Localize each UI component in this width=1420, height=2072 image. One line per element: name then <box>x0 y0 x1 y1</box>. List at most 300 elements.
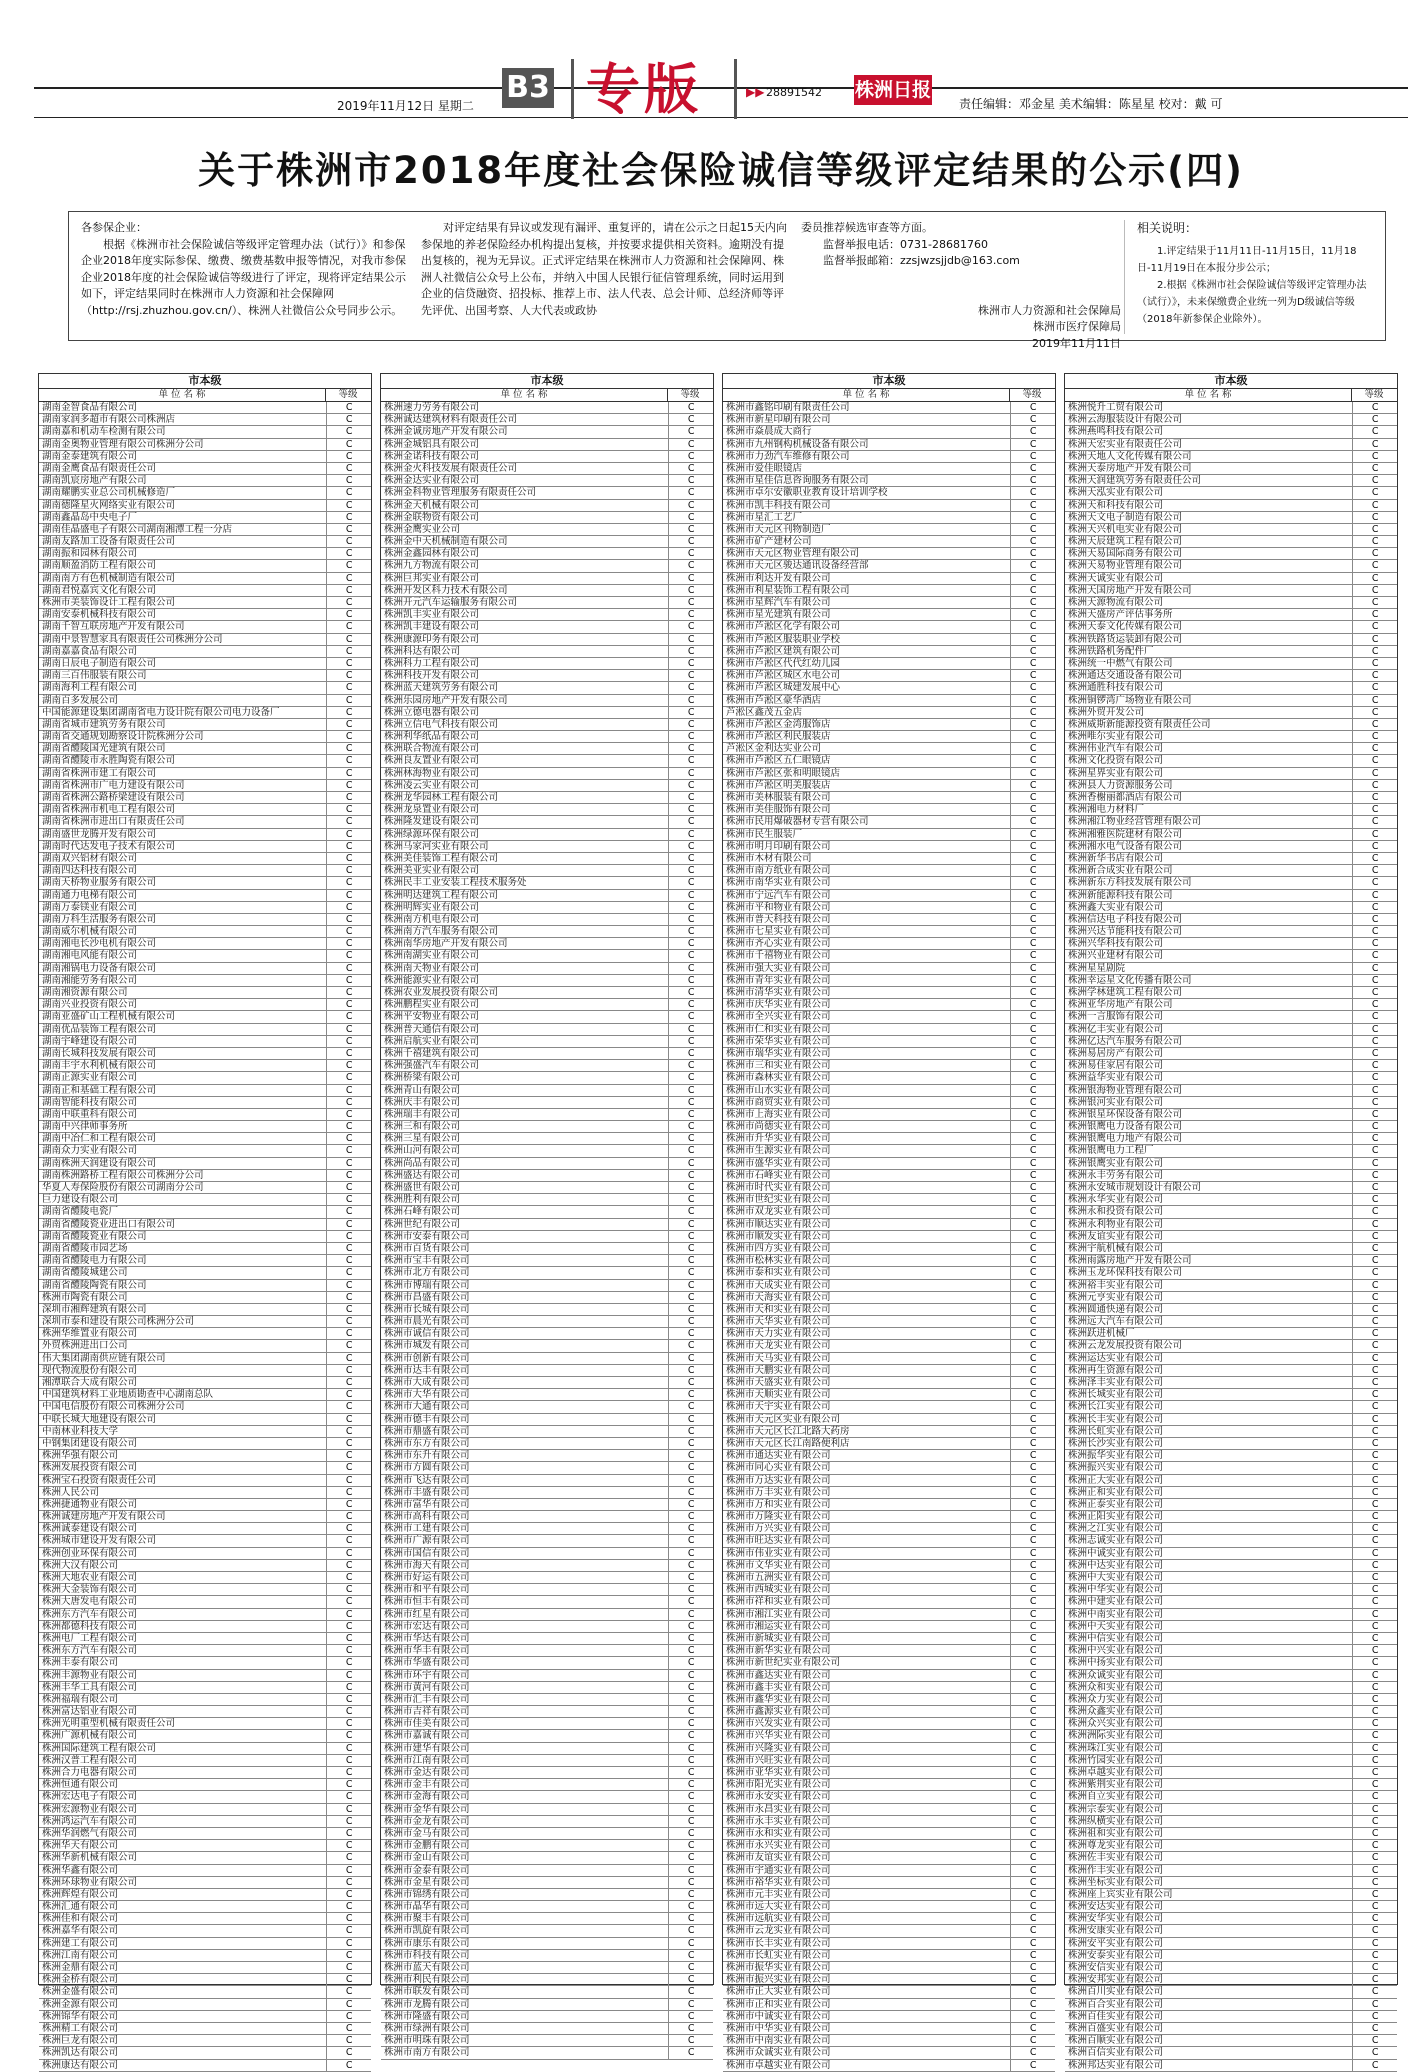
credit-grade: C <box>1029 1364 1037 1376</box>
table-row <box>1065 1633 1397 1645</box>
company-name: 株洲市天海实业有限公司 <box>723 1292 1011 1303</box>
table-row <box>1065 1755 1397 1767</box>
table-row <box>39 548 371 560</box>
table-row <box>39 2060 371 2072</box>
company-name: 株洲市金星有限公司 <box>381 1877 669 1888</box>
table-row <box>381 1292 713 1304</box>
company-name: 深圳市湘辉建筑有限公司 <box>39 1304 327 1315</box>
table-row <box>39 1548 371 1560</box>
company-name: 株洲正和实业有限公司 <box>1065 1487 1353 1498</box>
company-name: 中钢集团建设有限公司 <box>39 1438 327 1449</box>
company-name: 株洲银鹰实业有限公司 <box>1065 1158 1353 1169</box>
company-name: 株洲美佳装饰工程有限公司 <box>381 853 669 864</box>
credit-grade: C <box>687 1962 695 1973</box>
company-name: 株洲宇航机械有限公司 <box>1065 1243 1353 1254</box>
credit-grade: C <box>687 670 695 682</box>
credit-grade: C <box>687 1157 695 1169</box>
table-row <box>723 585 1055 597</box>
company-name: 株洲永和投资有限公司 <box>1065 1206 1353 1217</box>
credit-grade: C <box>687 499 695 511</box>
table-row <box>723 621 1055 633</box>
credit-grade: C <box>1371 1096 1379 1108</box>
credit-grade: C <box>1371 1852 1379 1864</box>
company-name: 株洲金鑫园林有限公司 <box>381 548 669 559</box>
credit-grade: C <box>345 682 353 694</box>
credit-grade: C <box>345 1596 353 1608</box>
company-name: 株洲丰泰有限公司 <box>39 1657 327 1668</box>
company-name: 株洲市卓越实业有限公司 <box>723 2060 1011 2071</box>
table-row <box>381 1670 713 1682</box>
company-name: 株洲市康乐有限公司 <box>381 1938 669 1949</box>
table-row <box>723 1791 1055 1803</box>
company-name: 株洲大唐发电有限公司 <box>39 1596 327 1607</box>
table-row <box>381 1755 713 1767</box>
credit-grade: C <box>687 1206 695 1218</box>
credit-grade: C <box>687 1620 695 1632</box>
credit-grade: C <box>345 1084 353 1096</box>
company-name: 株洲市新星印刷有限公司 <box>723 414 1011 425</box>
table-row <box>723 414 1055 426</box>
company-name: 株洲胜利有限公司 <box>381 1194 669 1205</box>
company-name: 株洲市兴旺实业有限公司 <box>723 1755 1011 1766</box>
credit-grade: C <box>345 1730 353 1742</box>
table-row <box>39 439 371 451</box>
credit-grade: C <box>1371 1242 1379 1254</box>
company-name: 株洲瑞丰有限公司 <box>381 1109 669 1120</box>
table-row <box>723 1255 1055 1267</box>
credit-grade: C <box>1029 657 1037 669</box>
company-name: 株洲市万达实业有限公司 <box>723 1475 1011 1486</box>
table-row <box>723 1706 1055 1718</box>
credit-grade: C <box>1371 828 1379 840</box>
company-name: 株洲建工有限公司 <box>39 1938 327 1949</box>
table-row <box>1065 1962 1397 1974</box>
table-row <box>381 780 713 792</box>
credit-grade: C <box>345 1389 353 1401</box>
credit-grade: C <box>1371 1632 1379 1644</box>
credit-grade: C <box>1029 779 1037 791</box>
credit-grade: C <box>1371 1669 1379 1681</box>
credit-grade: C <box>345 1523 353 1535</box>
company-name: 株洲市芦淞区张和明眼镜店 <box>723 768 1011 779</box>
company-name: 湖南正和基础工程有限公司 <box>39 1085 327 1096</box>
table-row <box>39 1645 371 1657</box>
credit-grade: C <box>687 560 695 572</box>
company-name: 株洲市华盛有限公司 <box>381 1657 669 1668</box>
table-row <box>39 938 371 950</box>
table-row <box>723 548 1055 560</box>
credit-grade: C <box>345 511 353 523</box>
company-name: 湖南振和园林有限公司 <box>39 548 327 559</box>
table-row <box>1065 829 1397 841</box>
credit-grade: C <box>1029 1706 1037 1718</box>
credit-grade: C <box>345 926 353 938</box>
credit-grade: C <box>345 438 353 450</box>
table-row <box>381 536 713 548</box>
company-name: 株洲嘉华有限公司 <box>39 1925 327 1936</box>
company-name: 株洲市红星有限公司 <box>381 1609 669 1620</box>
table-row <box>39 1804 371 1816</box>
company-name: 株洲市芦淞区建筑有限公司 <box>723 646 1011 657</box>
table-row <box>39 536 371 548</box>
table-row <box>381 414 713 426</box>
company-name: 株洲市隆盛有限公司 <box>381 2011 669 2022</box>
table-row <box>39 1072 371 1084</box>
company-name: 株洲市天马实业有限公司 <box>723 1353 1011 1364</box>
company-name: 湖南四达科技有限公司 <box>39 865 327 876</box>
credit-grade: C <box>345 1230 353 1242</box>
company-name: 株洲市天盛实业有限公司 <box>723 1377 1011 1388</box>
credit-grade: C <box>345 1498 353 1510</box>
company-name: 芦淞区鑫茂五金店 <box>723 707 1011 718</box>
company-name: 株洲振华实业有限公司 <box>1065 1450 1353 1461</box>
table-row <box>381 463 713 475</box>
column-header-grade: 等级 <box>1364 389 1384 400</box>
credit-grade: C <box>687 645 695 657</box>
company-name: 株洲市民用爆破器材专营有限公司 <box>723 816 1011 827</box>
company-name: 株洲市芦淞区豪华酒店 <box>723 695 1011 706</box>
table-row <box>381 439 713 451</box>
table-row <box>381 2011 713 2023</box>
table-row <box>381 975 713 987</box>
company-name: 株洲市三和实业有限公司 <box>723 1060 1011 1071</box>
company-name: 株洲银海物业管理有限公司 <box>1065 1085 1353 1096</box>
table-row <box>1065 1353 1397 1365</box>
table-row <box>723 1633 1055 1645</box>
table-row <box>1065 902 1397 914</box>
credit-grade: C <box>1371 1047 1379 1059</box>
credit-grade: C <box>1371 926 1379 938</box>
company-name: 中南林业科技大学 <box>39 1426 327 1437</box>
table-row <box>39 1365 371 1377</box>
table-row <box>39 1353 371 1365</box>
company-name: 株洲市新世纪实业有限公司 <box>723 1657 1011 1668</box>
table-row <box>39 877 371 889</box>
credit-grade: C <box>345 1267 353 1279</box>
company-name: 株洲辉煌有限公司 <box>39 1889 327 1900</box>
company-name: 株洲天地人文化传媒有限公司 <box>1065 451 1353 462</box>
table-row <box>1065 536 1397 548</box>
table-row <box>381 1328 713 1340</box>
credit-grade: C <box>1029 1620 1037 1632</box>
company-name: 株洲市正和实业有限公司 <box>723 1999 1011 2010</box>
credit-grade: C <box>1029 1913 1037 1925</box>
table-row <box>39 1974 371 1986</box>
table-row <box>723 1938 1055 1950</box>
credit-grade: C <box>345 1291 353 1303</box>
table-row <box>39 841 371 853</box>
credit-grade: C <box>345 743 353 755</box>
table-row <box>1065 597 1397 609</box>
credit-grade: C <box>345 402 353 413</box>
table-row <box>39 1036 371 1048</box>
credit-grade: C <box>345 1572 353 1583</box>
company-name: 湖南丰宇水利机械有限公司 <box>39 1060 327 1071</box>
table-row <box>723 1072 1055 1084</box>
company-name: 株洲普天通信有限公司 <box>381 1024 669 1035</box>
table-row <box>39 512 371 524</box>
company-name: 株洲精工有限公司 <box>39 2023 327 2034</box>
credit-grade: C <box>1029 889 1037 901</box>
credit-grade: C <box>1371 1279 1379 1291</box>
table-row <box>39 1962 371 1974</box>
table-row <box>1065 1925 1397 1937</box>
table-row <box>1065 1730 1397 1742</box>
company-name: 株洲合力电器有限公司 <box>39 1767 327 1778</box>
credit-grade: C <box>345 584 353 596</box>
company-name: 株洲市天华实业有限公司 <box>723 1316 1011 1327</box>
credit-grade: C <box>345 560 353 572</box>
company-name: 株洲长城实业有限公司 <box>1065 1389 1353 1400</box>
company-name: 株洲庆丰有限公司 <box>381 1097 669 1108</box>
company-name: 株洲元亨实业有限公司 <box>1065 1292 1353 1303</box>
company-name: 湖南省株洲公路桥梁建设有限公司 <box>39 792 327 803</box>
company-name: 株洲市广源有限公司 <box>381 1535 669 1546</box>
company-name: 株洲金桥有限公司 <box>39 1974 327 1985</box>
company-name: 株洲大金装饰有限公司 <box>39 1584 327 1595</box>
table-row <box>381 1730 713 1742</box>
credit-grade: C <box>687 755 695 767</box>
credit-grade: C <box>1029 1511 1037 1523</box>
table-row <box>381 1499 713 1511</box>
table-row <box>723 1292 1055 1304</box>
company-name: 株洲市千禧物业有限公司 <box>723 950 1011 961</box>
credit-grade: C <box>345 487 353 499</box>
table-row <box>1065 1475 1397 1487</box>
table-row <box>381 1694 713 1706</box>
company-name: 株洲凯丰实业有限公司 <box>381 609 669 620</box>
intro-divider <box>1124 220 1125 334</box>
table-row <box>1065 1401 1397 1413</box>
table-row <box>723 1304 1055 1316</box>
credit-grade: C <box>345 1364 353 1376</box>
credit-grade: C <box>345 2047 353 2059</box>
company-name: 株洲市云龙实业有限公司 <box>723 1925 1011 1936</box>
company-name: 株洲市方圆有限公司 <box>381 1462 669 1473</box>
credit-grade: C <box>345 938 353 950</box>
table-row <box>381 500 713 512</box>
table-row <box>723 1353 1055 1365</box>
table-row <box>381 1718 713 1730</box>
credit-grade: C <box>687 1572 695 1583</box>
credit-grade: C <box>687 987 695 998</box>
table-row <box>1065 1572 1397 1584</box>
table-row <box>1065 743 1397 755</box>
credit-grade: C <box>1029 865 1037 877</box>
table-row <box>1065 670 1397 682</box>
credit-grade: C <box>687 548 695 560</box>
company-name: 株洲市七星实业有限公司 <box>723 926 1011 937</box>
company-name: 株洲捷通物业有限公司 <box>39 1499 327 1510</box>
credit-grade: C <box>1029 1011 1037 1023</box>
table-row <box>723 1645 1055 1657</box>
company-name: 株洲金城铝具有限公司 <box>381 439 669 450</box>
table-row <box>39 1718 371 1730</box>
company-name: 株洲市绿洲有限公司 <box>381 2023 669 2034</box>
company-name: 株洲宏达电子有限公司 <box>39 1791 327 1802</box>
table-row <box>1065 1779 1397 1791</box>
credit-grade: C <box>1371 1340 1379 1352</box>
report-email: 监督举报邮箱：zzsjwzsjjdb@163.com <box>823 254 1020 267</box>
table-row <box>39 1109 371 1121</box>
table-row <box>39 1011 371 1023</box>
credit-grade: C <box>687 426 695 438</box>
column-header-grade: 等级 <box>338 389 358 400</box>
table-row <box>39 865 371 877</box>
table-row <box>381 1584 713 1596</box>
company-name: 株洲市明月印刷有限公司 <box>723 841 1011 852</box>
table-row <box>723 1231 1055 1243</box>
credit-grade: C <box>345 609 353 621</box>
credit-grade: C <box>1029 1194 1037 1206</box>
table-row <box>723 475 1055 487</box>
company-name: 株洲正泰实业有限公司 <box>1065 1499 1353 1510</box>
credit-grade: C <box>1029 1486 1037 1498</box>
credit-grade: C <box>687 913 695 925</box>
company-name: 湖南盛世龙腾开发有限公司 <box>39 829 327 840</box>
table-row <box>723 1755 1055 1767</box>
credit-grade: C <box>1029 1401 1037 1413</box>
credit-grade: C <box>345 1242 353 1254</box>
company-name: 株洲市宇通实业有限公司 <box>723 1865 1011 1876</box>
company-name: 株洲市宝丰有限公司 <box>381 1255 669 1266</box>
credit-grade: C <box>687 450 695 462</box>
table-row <box>381 914 713 926</box>
company-name: 株洲市湘江实业有限公司 <box>723 1609 1011 1620</box>
table-row <box>1065 1706 1397 1718</box>
table-row <box>723 1475 1055 1487</box>
company-name: 株洲市长丰实业有限公司 <box>723 1938 1011 1949</box>
company-name: 株洲盛达有限公司 <box>381 1170 669 1181</box>
company-name: 株洲市九州钢构机械设备有限公司 <box>723 439 1011 450</box>
credit-grade: C <box>345 1949 353 1961</box>
table-row <box>381 1925 713 1937</box>
table-row <box>723 792 1055 804</box>
credit-grade: C <box>1029 1632 1037 1644</box>
company-name: 株洲三星有限公司 <box>381 1133 669 1144</box>
credit-grade: C <box>345 1182 353 1193</box>
credit-grade: C <box>1029 1815 1037 1827</box>
table-row <box>381 1548 713 1560</box>
credit-grade: C <box>1371 1182 1379 1193</box>
company-name: 株洲市伟业实业有限公司 <box>723 1548 1011 1559</box>
company-name: 株洲江南有限公司 <box>39 1950 327 1961</box>
grade-table-1 <box>38 373 372 2071</box>
table-row <box>1065 1670 1397 1682</box>
table-row <box>1065 768 1397 780</box>
table-row <box>381 1048 713 1060</box>
credit-grade: C <box>1029 597 1037 608</box>
company-name: 株洲利华纸品有限公司 <box>381 731 669 742</box>
credit-grade: C <box>687 511 695 523</box>
table-header <box>723 389 1055 402</box>
credit-grade: C <box>687 1779 695 1791</box>
credit-grade: C <box>345 1827 353 1839</box>
table-row <box>39 1328 371 1340</box>
table-row <box>381 1840 713 1852</box>
company-name: 湖南嘉嘉食品有限公司 <box>39 646 327 657</box>
company-name: 株洲诚达建筑材料有限责任公司 <box>381 414 669 425</box>
table-row <box>1065 463 1397 475</box>
grade-table-3 <box>722 373 1056 2071</box>
credit-grade: C <box>687 633 695 645</box>
credit-grade: C <box>687 1072 695 1084</box>
credit-grade: C <box>345 572 353 584</box>
credit-grade: C <box>687 1754 695 1766</box>
table-row <box>381 731 713 743</box>
company-name: 株洲南华房地产开发有限公司 <box>381 938 669 949</box>
credit-grade: C <box>345 962 353 974</box>
credit-grade: C <box>687 1547 695 1559</box>
company-name: 株洲市顺发实业有限公司 <box>723 1231 1011 1242</box>
table-row <box>723 1085 1055 1097</box>
company-name: 株洲市南华实业有限公司 <box>723 877 1011 888</box>
company-name: 深圳市泰和建设有限公司株洲分公司 <box>39 1316 327 1327</box>
company-name: 株洲市天宇实业有限公司 <box>723 1401 1011 1412</box>
credit-grade: C <box>345 1888 353 1900</box>
credit-grade: C <box>1029 1657 1037 1669</box>
table-row <box>1065 439 1397 451</box>
company-name: 株洲益华实业有限公司 <box>1065 1072 1353 1083</box>
credit-grade: C <box>687 1876 695 1888</box>
company-name: 株洲速力劳务有限公司 <box>381 402 669 413</box>
table-row <box>381 707 713 719</box>
table-row <box>723 1999 1055 2011</box>
company-name: 株洲市大华有限公司 <box>381 1389 669 1400</box>
table-row <box>39 1596 371 1608</box>
table-caption: 市本级 <box>39 374 371 389</box>
credit-grade: C <box>1371 804 1379 816</box>
credit-grade: C <box>687 1425 695 1437</box>
company-name: 株洲乐园房地产开发有限公司 <box>381 695 669 706</box>
company-name: 株洲市木材有限公司 <box>723 853 1011 864</box>
credit-grade: C <box>1029 1876 1037 1888</box>
table-row <box>39 2035 371 2047</box>
credit-grade: C <box>345 987 353 998</box>
company-name: 株洲市仁和实业有限公司 <box>723 1024 1011 1035</box>
table-row <box>39 1060 371 1072</box>
credit-grade: C <box>1029 1450 1037 1462</box>
credit-grade: C <box>1371 1876 1379 1888</box>
table-row <box>381 1255 713 1267</box>
credit-grade: C <box>1371 1645 1379 1657</box>
table-row <box>723 938 1055 950</box>
company-name: 湖南君悦嘉宾文化有限公司 <box>39 585 327 596</box>
table-row <box>381 1999 713 2011</box>
credit-grade: C <box>1029 511 1037 523</box>
company-name: 株洲市万丰实业有限公司 <box>723 1487 1011 1498</box>
table-row <box>39 707 371 719</box>
note-1: 1.评定结果于11月11日-11月15日，11月18日-11月19日在本报分步公示； <box>1137 246 1357 274</box>
table-row <box>723 1962 1055 1974</box>
table-row <box>723 963 1055 975</box>
table-row <box>39 634 371 646</box>
company-name: 株洲青山有限公司 <box>381 1085 669 1096</box>
table-row <box>39 1158 371 1170</box>
table-row <box>39 1609 371 1621</box>
company-name: 株洲市星光建筑有限公司 <box>723 609 1011 620</box>
newspaper-logo: 株洲日报 <box>854 75 932 105</box>
credit-grade: C <box>1371 1413 1379 1425</box>
company-name: 外贸株洲进出口公司 <box>39 1340 327 1351</box>
company-name: 株洲兴华科技有限公司 <box>1065 938 1353 949</box>
table-row <box>381 1816 713 1828</box>
company-name: 株洲玉龙环保科技有限公司 <box>1065 1267 1353 1278</box>
table-row <box>39 1877 371 1889</box>
company-name: 株洲市新华实业有限公司 <box>723 1645 1011 1656</box>
table-row <box>723 682 1055 694</box>
credit-grade: C <box>687 1230 695 1242</box>
